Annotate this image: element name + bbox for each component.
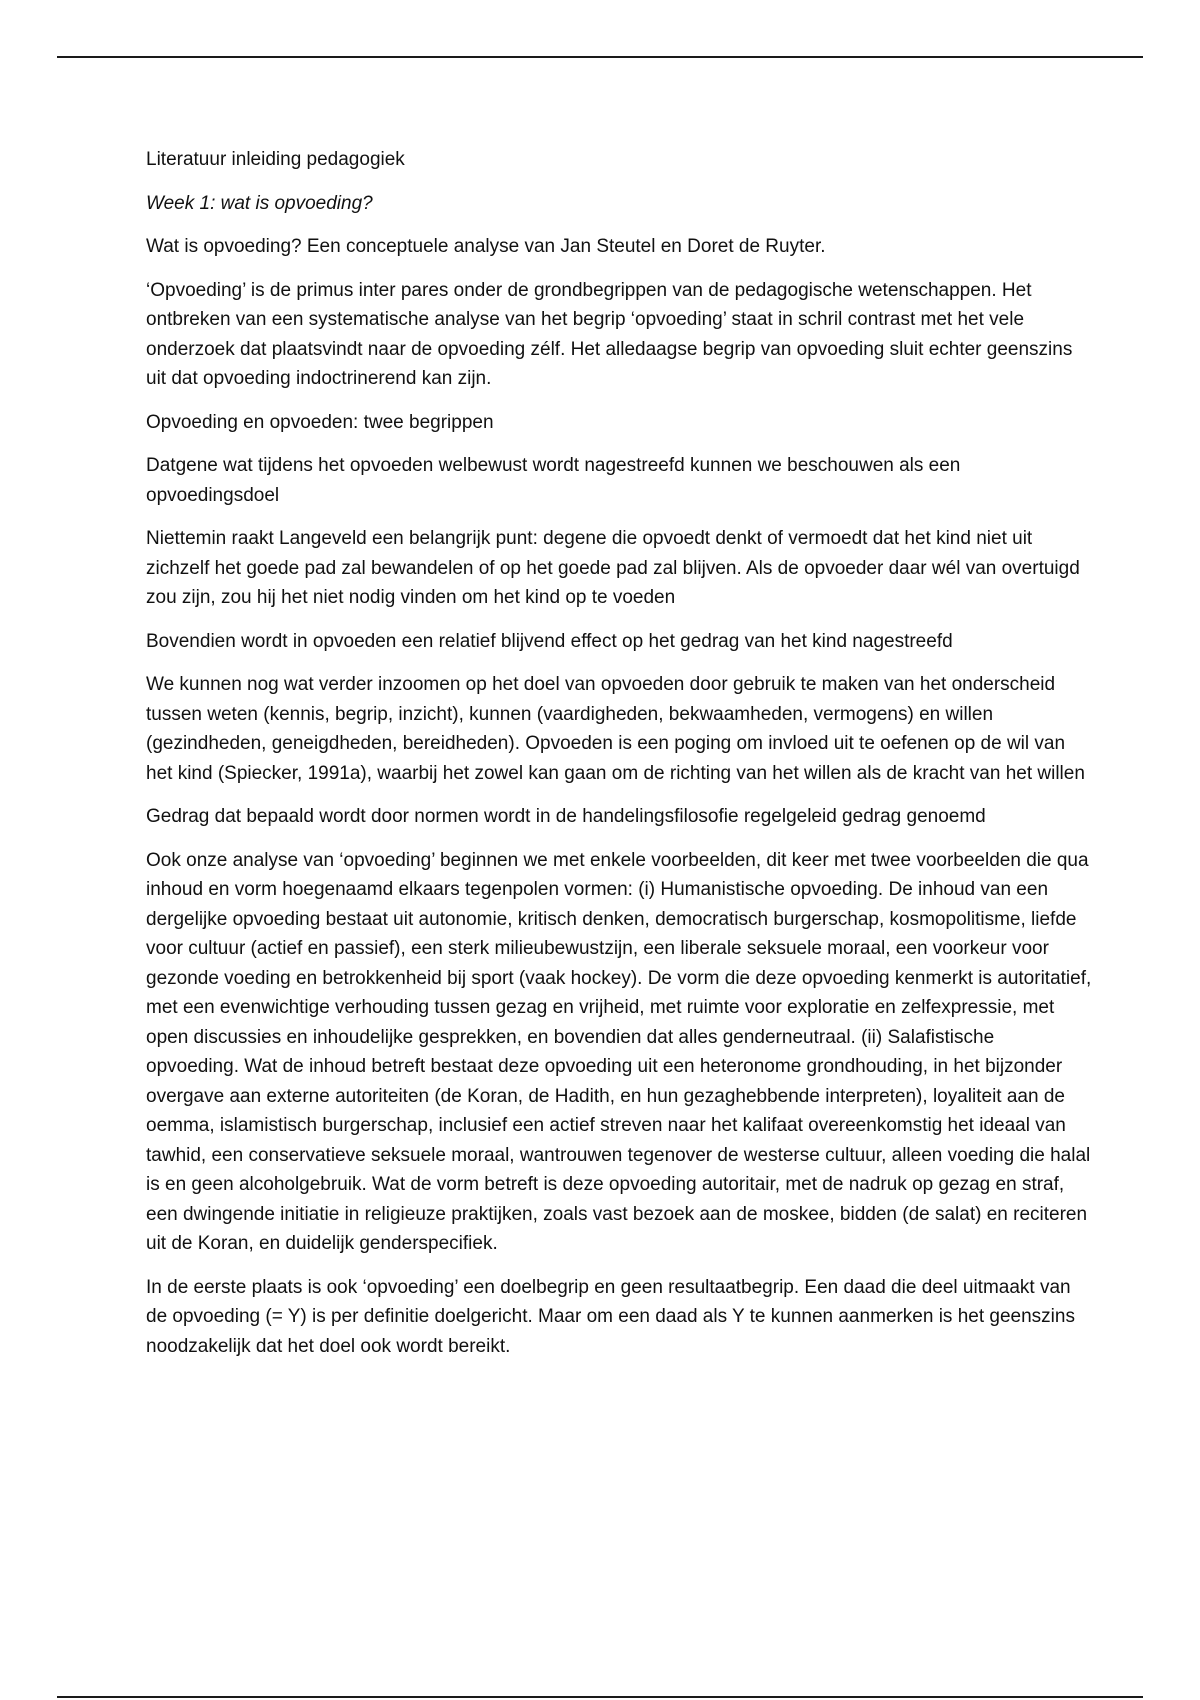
page-bottom-rule bbox=[57, 1696, 1143, 1698]
paragraph-opvoedingsdoel: Datgene wat tijdens het opvoeden welbewust wordt nagestreefd kunnen we beschouwen als een opvoedingsdoel bbox=[146, 455, 961, 506]
document-title: Literatuur inleiding pedagogiek bbox=[146, 149, 405, 170]
paragraph-regelgeleid-gedrag: Gedrag dat bepaald wordt door normen wordt in de handelingsfilosofie regelgeleid gedrag genoemd bbox=[146, 806, 986, 827]
paragraph-blijvend-effect: Bovendien wordt in opvoeden een relatief blijvend effect op het gedrag van het kind nagestreefd bbox=[146, 630, 953, 652]
week-heading: Week 1: wat is opvoeding? bbox=[146, 192, 373, 214]
paragraph-doelbegrip: In de eerste plaats is ook ‘opvoeding’ een doelbegrip en geen resultaatbegrip. Een daad die deel uitmaakt van de opvoeding (= Y) is per definitie doelgericht. Maar om een daad als Y te kunnen aanmerken is het geenszins noodzakelijk dat het doel ook wordt bereikt. bbox=[146, 1276, 1075, 1357]
paragraph-voorbeelden: Ook onze analyse van ‘opvoeding’ beginnen we met enkele voorbeelden, dit keer met twee voorbeelden die qua inhoud en vorm hoegenaamd elkaars tegenpolen vormen: (i) Humanistische opvoeding. De inhoud van een dergelijke opvoeding bestaat uit autonomie, kritisch denken, democratisch burgerschap, kosmopolitisme, liefde voor cultuur (actief en passief), een sterk milieubewustzijn, een liberale seksuele moraal, een voorkeur voor gezonde voeding en betrokkenheid bij sport (vaak hockey). De vorm die deze opvoeding kenmerkt is autoritatief, met een evenwichtige verhouding tussen gezag en vrijheid, met ruimte voor exploratie en zelfexpressie, met open discussies en inhoudelijke gesprekken, en bovendien dat alles genderneutraal. (ii) Salafistische opvoeding. Wat de inhoud betreft bestaat deze opvoeding uit een heteronome grondhouding, in het bijzonder overgave aan externe autoriteiten (de Koran, de Hadith, en hun gezaghebbende interpreten), loyaliteit aan de oemma, islamistisch burgerschap, inclusief een actief streven naar het kalifaat overeenkomstig het ideaal van tawhid, een conservatieve seksuele moraal, wantrouwen tegenover de westerse cultuur, alleen voeding die halal is en geen alcoholgebruik. Wat de vorm betreft is deze opvoeding autoritair, met de nadruk op gezag en straf, een dwingende initiatie in religieuze praktijken, zoals vast bezoek aan de moskee, bidden (de salat) en reciteren uit de Koran, en duidelijk genderspecifiek. bbox=[146, 849, 1092, 1254]
paragraph-langeveld: Niettemin raakt Langeveld een belangrijk punt: degene die opvoedt denkt of vermoedt dat het kind niet uit zichzelf het goede pad zal bewandelen of op het goede pad zal blijven. Als de opvoeder daar wél van overtuigd zou zijn, zou hij het niet nodig vinden om het kind op te voeden bbox=[146, 528, 1080, 608]
source-title: Wat is opvoeding? Een conceptuele analyse van Jan Steutel en Doret de Ruyter. bbox=[146, 236, 826, 257]
paragraph-weten-kunnen-willen: We kunnen nog wat verder inzoomen op het doel van opvoeden door gebruik te maken van het onderscheid tussen weten (kennis, begrip, inzicht), kunnen (vaardigheden, bekwaamheden, vermogens) en willen (gezindheden, geneigdheden, bereidheden). Opvoeden is een poging om invloed uit te oefenen op de wil van het kind (Spiecker, 1991a), waarbij het zowel kan gaan om de richting van het willen als de kracht van het willen bbox=[146, 674, 1085, 784]
paragraph-primus-inter-pares: ‘Opvoeding’ is de primus inter pares onder de grondbegrippen van de pedagogische wetenschappen. Het ontbreken van een systematische analyse van het begrip ‘opvoeding’ staat in schril contrast met het vele onderzoek dat plaatsvindt naar de opvoeding zélf. Het alledaagse begrip van opvoeding sluit echter geenszins uit dat opvoeding indoctrinerend kan zijn. bbox=[146, 279, 1073, 389]
page-top-rule bbox=[57, 56, 1143, 58]
section-heading-two-concepts: Opvoeding en opvoeden: twee begrippen bbox=[146, 411, 494, 433]
document-body bbox=[146, 145, 1092, 1375]
